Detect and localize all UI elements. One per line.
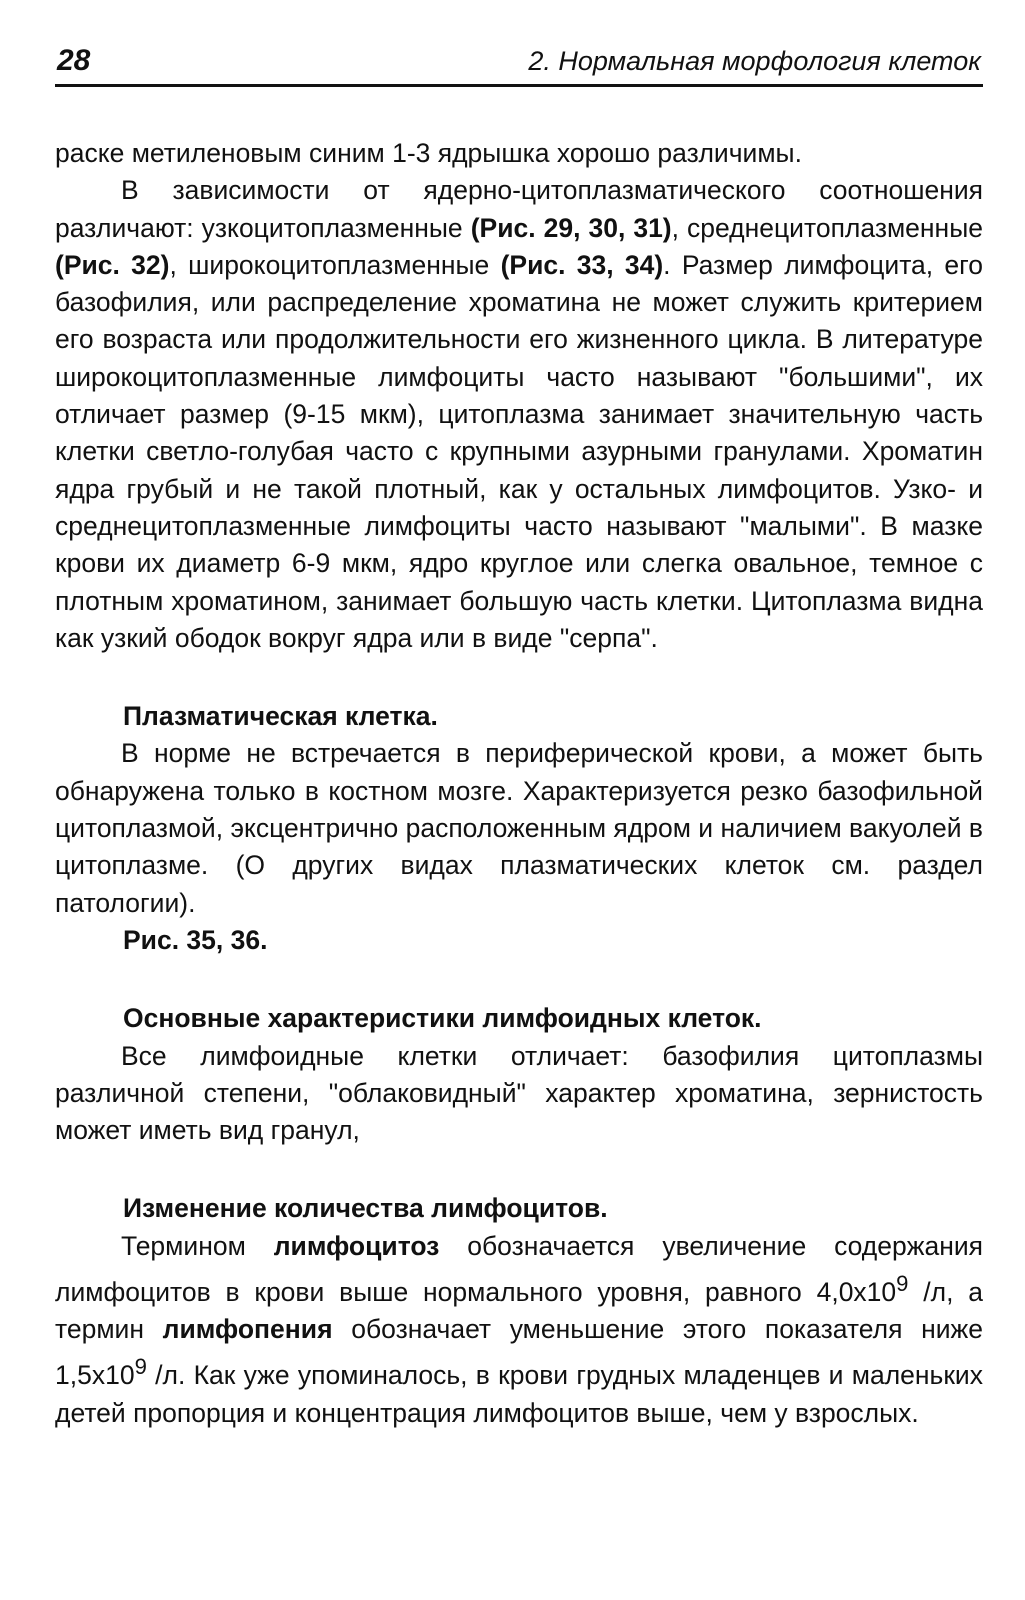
term-lymphopenia: лимфопения bbox=[162, 1314, 333, 1345]
plasma-text: В норме не встречается в периферической крови, а может быть обнаружена только в костном мозге. Характеризуется резко базофильной цитоплазмой, эксцентрично расположенным ядром и наличием вакуолей в цитоплазме. (О других видах плазматических клеток см. раздел патологии). bbox=[55, 738, 983, 918]
para1-text-3: , широкоцитоплазменные bbox=[169, 249, 501, 280]
intro-text: раске метиленовым синим 1-3 ядрышка хорошо различимы. bbox=[55, 138, 802, 168]
running-title: 2. Нормальная морфология клеток bbox=[528, 46, 981, 76]
lymphoid-text: Все лимфоидные клетки отличает: базофилия цитоплазмы различной степени, "облаковидный" характер хроматина, зернистость может иметь вид гранул, bbox=[55, 1040, 983, 1146]
count-text-2: обозначается увеличение содержания лимфоцитов в крови выше нормального уровня, равного 4,0х10 bbox=[55, 1230, 984, 1307]
count-text-5: /л. Как уже упоминалось, в крови грудных младенцев и маленьких детей пропорция и концентрация лимфоцитов выше, чем у взрослых. bbox=[55, 1360, 983, 1428]
body-text bbox=[55, 135, 983, 1432]
para1-text-4: . Размер лимфоцита, его базофилия, или распределение хроматина не может служить критерием его возраста или продолжительности его жизненного цикла. В литературе широкоцитоплазменные лимфоциты часто называют "большими", их отличает размер (9-15 мкм), цитоплазма занимает значительную часть клетки светло-голубая часто с крупными азурными гранулами. Хроматин ядра грубый и не такой плотный, как у остальных лимфоцитов. Узко- и среднецитоплазменные лимфоциты часто называют "малыми". В мазке крови их диаметр 6-9 мкм, ядро круглое или слегка овальное, темное с плотным хроматином, занимает большую часть клетки. Цитоплазма видна как узкий ободок вокруг ядра или в виде "серпа". bbox=[55, 249, 983, 653]
intro-line bbox=[55, 135, 983, 172]
term-lymphocytosis: лимфоцитоз bbox=[273, 1230, 440, 1261]
paragraph-lymphocyte-types bbox=[55, 172, 983, 657]
exponent-1: 9 bbox=[896, 1271, 909, 1297]
paragraph-lymphocyte-count bbox=[55, 1228, 983, 1432]
count-text-3: /л, а термин bbox=[55, 1276, 983, 1345]
figure-ref-29-31: (Рис. 29, 30, 31) bbox=[470, 212, 672, 243]
count-text-4: обозначает уменьшение этого показателя ниже 1,5х10 bbox=[55, 1314, 983, 1391]
heading-lymphocyte-count: Изменение количества лимфоцитов. bbox=[123, 1193, 608, 1224]
paragraph-plasma-cell bbox=[55, 735, 983, 921]
figure-ref-35-36: Рис. 35, 36. bbox=[123, 924, 268, 955]
figure-ref-32: (Рис. 32) bbox=[55, 249, 170, 280]
para1-text-2: , среднецитоплазменные bbox=[671, 212, 983, 243]
book-page bbox=[55, 40, 983, 1432]
paragraph-lymphoid-characteristics bbox=[55, 1038, 983, 1150]
count-text-1: Термином bbox=[121, 1230, 274, 1261]
heading-lymphoid-characteristics: Основные характеристики лимфоидных клеток. bbox=[123, 1003, 762, 1034]
exponent-2: 9 bbox=[134, 1354, 147, 1380]
page-number: 28 bbox=[57, 44, 91, 77]
figure-ref-33-34: (Рис. 33, 34) bbox=[500, 249, 664, 280]
page-header bbox=[55, 40, 983, 87]
para1-text-1: В зависимости от ядерно-цитоплазматического соотношения различают: узкоцитоплазменные bbox=[55, 175, 983, 243]
heading-plasma-cell: Плазматическая клетка. bbox=[123, 701, 438, 732]
